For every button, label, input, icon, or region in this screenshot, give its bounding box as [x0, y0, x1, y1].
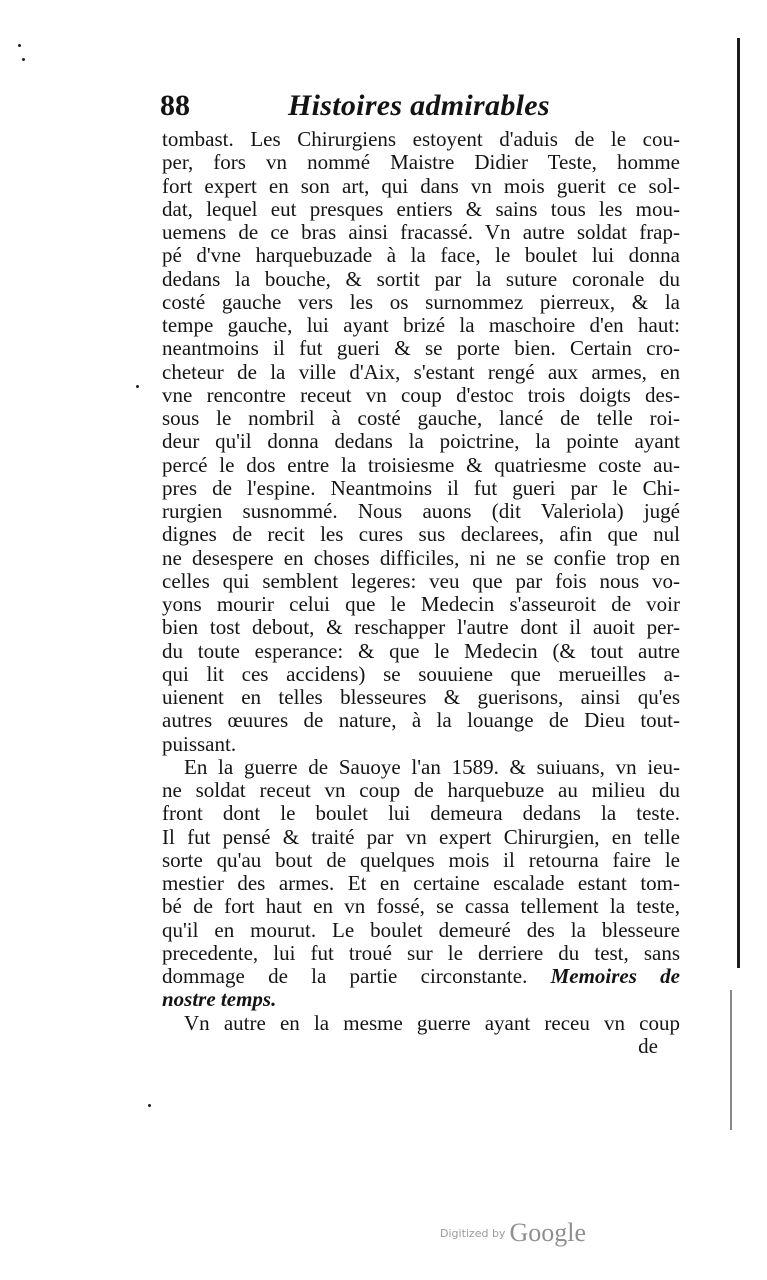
body-text — [162, 128, 680, 1058]
text-line: mestier des armes. Et en certaine escalade estant tom- — [162, 872, 680, 895]
ink-speck — [18, 44, 21, 47]
source-note-continuation — [162, 988, 680, 1011]
text-line: vne rencontre receut vn coup d'estoc trois doigts des- — [162, 383, 680, 407]
digitization-watermark — [440, 1218, 586, 1248]
text-line: qui lit ces accidens) se souuiene que merueilles a- — [162, 662, 680, 686]
page-number: 88 — [160, 89, 190, 122]
text-line: Il fut pensé & traité par vn expert Chirurgien, en telle — [162, 825, 680, 849]
running-title: Histoires admirables — [288, 89, 550, 122]
text-line: deur qu'il donna dedans la poictrine, la pointe ayant — [162, 430, 680, 454]
text-line: ne desespere en choses difficiles, ni ne se confie trop en — [162, 546, 680, 570]
text-line: qu'il en mourut. Le boulet demeuré des la blesseure — [162, 918, 680, 942]
text-line: rurgien susnommé. Nous auons (dit Valeriola) jugé — [162, 500, 680, 523]
text-line: sorte qu'au bout de quelques mois il retourna faire le — [162, 848, 680, 872]
ink-speck — [148, 1104, 151, 1107]
text-line: pres de l'espine. Neantmoins il fut gueri par le Chi- — [162, 476, 680, 500]
google-logo: Google — [509, 1218, 586, 1247]
ink-speck — [22, 58, 25, 61]
text-line: precedente, lui fut troué sur le derriere du test, sans — [162, 941, 680, 965]
running-head — [160, 86, 700, 126]
text-line: yons mourir celui que le Medecin s'asseuroit de voir — [162, 593, 680, 616]
text-line: bien tost debout, & reschapper l'autre dont il auoit per- — [162, 616, 680, 640]
text-line: tempe gauche, lui ayant brizé la maschoire d'en haut: — [162, 314, 680, 337]
text-line: uemens de ce bras ainsi fracassé. Vn autre soldat frap- — [162, 221, 680, 244]
page-edge-line — [737, 38, 740, 968]
text-line: sous le nombril à costé gauche, lancé de telle roi- — [162, 407, 680, 430]
text-line: dat, lequel eut presques entiers & sains tous les mou- — [162, 197, 680, 221]
text-line: pé d'vne harquebuzade à la face, le boulet lui donna — [162, 244, 680, 268]
watermark-prefix: Digitized by — [440, 1226, 506, 1240]
text-line: dedans la bouche, & sortit par la suture coronale du — [162, 267, 680, 291]
source-note: nostre temps. — [162, 988, 277, 1012]
text-line: cheteur de la ville d'Aix, s'estant rengé aux armes, en — [162, 360, 680, 384]
text-line: bé de fort haut en vn fossé, se cassa tellement la teste, — [162, 895, 680, 919]
text-line: front dont le boulet lui demeura dedans la teste. — [162, 802, 680, 826]
text-line: uienent en telles blesseures & guerisons, ainsi qu'es — [162, 686, 680, 709]
catchword: de — [638, 1033, 658, 1058]
text-line: percé le dos entre la troisiesme & quatriesme coste au- — [162, 453, 680, 477]
source-note: Memoires de — [550, 965, 680, 988]
text-line: fort expert en son art, qui dans vn mois guerit ce sol- — [162, 174, 680, 198]
text-line: neantmoins il fut gueri & se porte bien. Certain cro- — [162, 337, 680, 361]
text-line: dignes de recit les cures sus declarees, afin que nul — [162, 523, 680, 547]
paragraph-start-line: Vn autre en la mesme guerre ayant receu vn coup — [184, 1011, 680, 1035]
text-line: du toute esperance: & que le Medecin (& tout autre — [162, 639, 680, 663]
paragraph-start-line: En la guerre de Sauoye l'an 1589. & suiuans, vn ieu- — [184, 755, 680, 779]
text-line: per, fors vn nommé Maistre Didier Teste, homme — [162, 151, 680, 175]
text-line: autres œuures de nature, à la louange de Dieu tout- — [162, 709, 680, 733]
text-line: ne soldat receut vn coup de harquebuze au milieu du — [162, 779, 680, 802]
text-line: tombast. Les Chirurgiens estoyent d'aduis de le cou- — [162, 128, 680, 151]
page-edge-shadow — [730, 990, 732, 1130]
ink-speck — [136, 385, 139, 388]
paragraph-end-line: puissant. — [162, 732, 237, 756]
text-line: celles qui semblent legeres: veu que par fois nous vo- — [162, 569, 680, 593]
text-line-with-marginal-note — [162, 965, 680, 988]
text-line: costé gauche vers les os surnommez pierreux, & la — [162, 290, 680, 314]
text-segment: dommage de la partie circonstante. — [162, 965, 528, 988]
